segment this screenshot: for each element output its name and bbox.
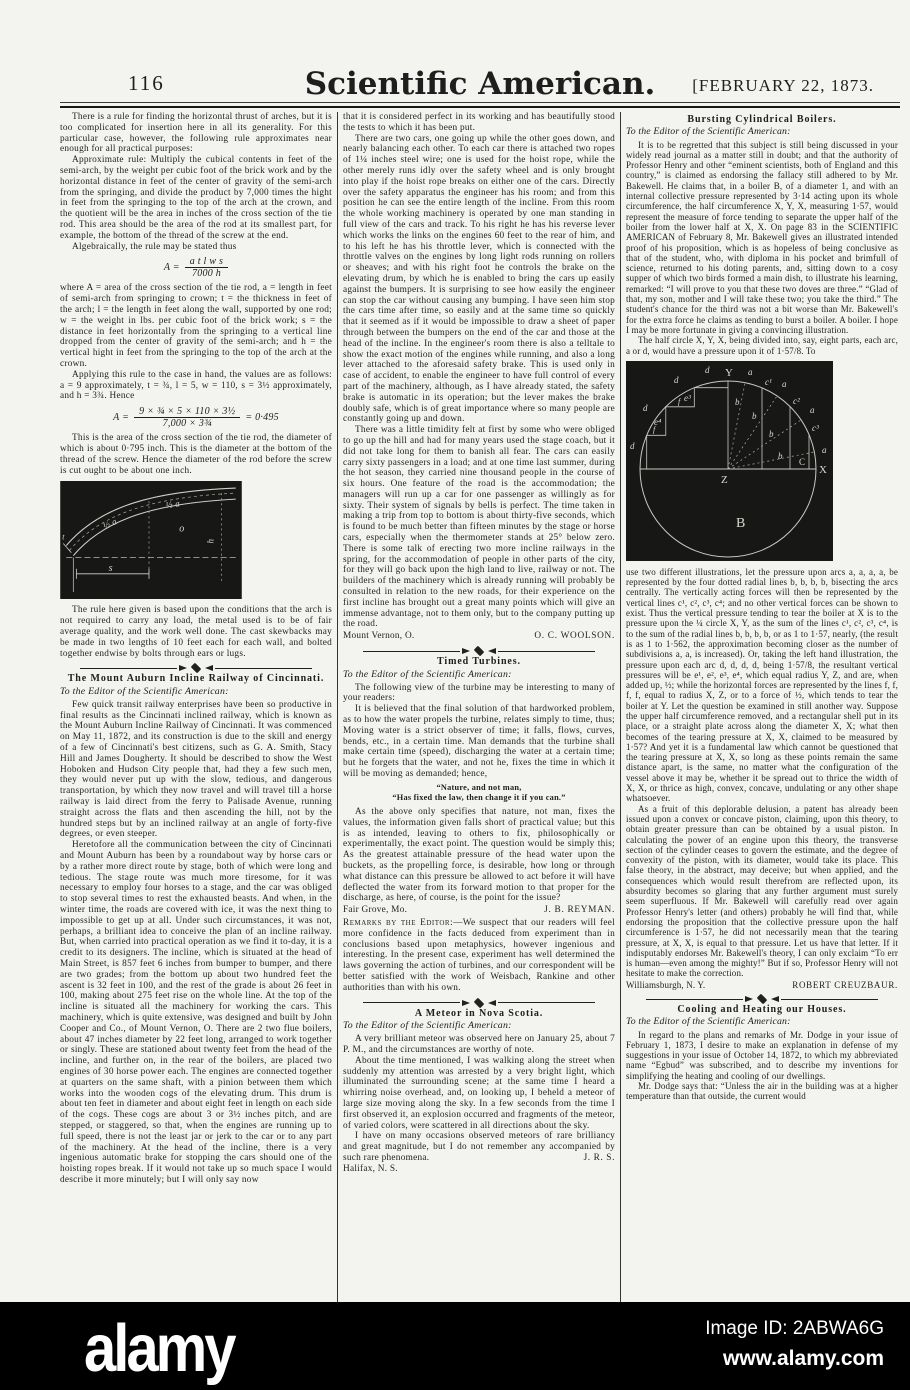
- paragraph: Halifax, N. S.: [343, 1163, 398, 1174]
- paragraph: In regard to the plans and remarks of Mr. Dodge in your issue of February 1, 1873, I desire to make an explanation in defense of my suggestions in your issue of October 14, 1872, to which my abbreviated name “Egbud” was subscribed, and to describe my inventions for simplifying the heating and cooling of our dwellings.: [626, 1029, 898, 1081]
- divider-ornament: [215, 668, 312, 669]
- circle-label-Z: Z: [721, 473, 728, 486]
- circle-label-C: C: [799, 456, 806, 467]
- column-rule: [620, 112, 621, 1302]
- paragraph: use two different illustrations, let the pressure upon arcs a, a, a, a, be represented by the four dotted radial lines b, b, b, b, bisecting the arcs centrally. The vertically acting forces will then be represented by the vertical lines c¹, c², c³, c⁴; and no other vertical forces can be shown to exist. Thus the vertical pressure tending to tear the boiler at X is to the pressure upon the ¼ circle X, Y, as the sum of the lines c¹, c², c³, c⁴, is to the sum of the radial lines b, b, b, b, or as 1 to 1·57, nearly, (the result is as 1 to 1·562, the approximation becoming closer as the number of subdivisions a, a, is increased). Or, taking the left hand illustration, the pressure upon each arc d, d, d, d, being 1·57/8, the resultant vertical pressures will be e¹, e², e³, e⁴, which equal radius Y, Z, and are, when added up, ½; while the horizontal forces are represented by the lines f, f, f, f, equal to radius X, Z, or to a force of ½, which tends to tear the boiler at Y. Let the question be examined in still another way. Suppose the upper half circumference removed, and a rectangular shell put in its place, or a straight plate across along the diameter X, X; what then becomes of the tearing pressure at X, X, claimed to be measured by 1·57? And yet it is a fundamental law which cannot be questioned that the tearing pressure at X, X, so long as these points remain the same distance apart, is the same, no matter what the configuration of the vessel above it may be, whether it be spread out to thrice the width of X, X, or thrice as high, convex, concave, undulating or any other shape whatsoever.: [626, 566, 898, 804]
- paragraph: There is a rule for finding the horizontal thrust of arches, but it is too complicated for insertion here in all its generality. For this particular case, however, the following rule approximates near enough for all practical purposes:: [60, 112, 332, 155]
- divider-ornament: [363, 1002, 460, 1003]
- circle-label-d2: d: [643, 402, 648, 413]
- article-heading: Timed Turbines.: [437, 656, 521, 668]
- divider-ornament: [191, 663, 202, 674]
- paragraph: Remarks by the Editor:—We suspect that our readers will feel more confidence in the facts deduced from experiment than in conclusions based upon metaphysics, however ingenious and interesting. In the present case, experiment has well determined the laws governing the action of turbines, and our correspondent will be better satisfied with the work of Weisbach, Rankine and other authorities than with his own.: [343, 917, 615, 993]
- article-heading: Cooling and Heating our Houses.: [677, 1004, 847, 1015]
- editor-address-line: To the Editor of the Scientific American:: [343, 1020, 512, 1032]
- article-columns: [60, 112, 900, 1302]
- divider-ornament: [80, 668, 177, 669]
- paragraph: where A = area of the cross section of the tie rod, a = length in feet of semi-arch from springing to crown; t = the thickness in feet of the arch; l = the length in feet along the wall, supported by one rod; w = the weight in lbs. per cubic foot of the brick work; s = the distance in feet horizontally from the springing to a vertical line dropped from the center of gravity of the semi-arch; and h = the vertical hight in feet from the springing to the top of the arch at the crown.: [60, 283, 332, 369]
- circle-label-c3: c³: [812, 422, 819, 433]
- column-rule: [337, 112, 338, 1302]
- paragraph: The half circle X, Y, X, being divided into, say, eight parts, each arc, a or d, would have a pressure upon it of 1·57/8. To: [626, 335, 898, 356]
- formula-lhs: A =: [113, 412, 130, 424]
- paragraph: There was a little timidity felt at first by some who were obliged to go up the hill and had for many years used the stage coach, but it did not take long for them to banish all fear. The cars can easily carry sixty passengers in a load; and at one time last summer, during the hot season, they carried nine thousand people in the course of six hours. One feature of the road is the accommodation; the managers will run up a car for one passenger as willingly as for sixty. Their system of signals by bells is perfect. The time taken in making a trip from top to bottom is about thirty-five seconds, which is found to be much better than fifteen minutes by the stage or horse cars, especially when the thermometer stands at 25° below zero. There is some talk of erecting two more incline railways in the spring, for the accommodation of people in other parts of the city, for they will go back upon the high land to live, railway or not. The builders of the machinery which is already running will probably be consulted in relation to the new roads, for their experience on the first incline has brought out a great many points which will give an immense advantage, not to them only, but to the company putting up the road.: [343, 425, 615, 630]
- paragraph: Mr. Dodge says that: “Unless the air in the building was at a higher temperature than that outside, the current would: [626, 1081, 898, 1102]
- formula-denominator: 7000 h: [191, 268, 221, 280]
- paragraph: As the above only specifies that nature, not man, fixes the values, the information given falls short of practical value; but this is as intended, leaving to others to fix, philosophically or experimentally, the exact point. The question would be simply this; As the greatest attainable pressure of the head water upon the buckets, as the propelling force, is desirable, how long or through what distance can this pressure be allowed to act before it will have deflected the water from its forward motion to that proper for the discharge, as here, of course, is the point for the issue?: [343, 807, 615, 904]
- paragraph: Approximate rule: Multiply the cubical contents in feet of the semi-arch, by the weight per cubic foot of the brick work and by the horizontal distance in feet of the center of gravity of the semi-arch from the springing, and divide the product by 7,000 times the hight in feet from the springing to the top of the arch at the crown, and the quotient will be the area in inches of the cross section of the tie rod. This area should be the area of the rod at its smallest part, for example, the bottom of the thread of the screw at the end.: [60, 155, 332, 241]
- paragraph: About the time mentioned, I was walking along the street when suddenly my attention was arrested by a very bright light, which illuminated the surrounding scene; at the same time I heard a whirring noise overhead, and, on looking up, I beheld a meteor of large size moving along the sky. In a few seconds from the time I first observed it, an explosion occurred and fragments of the meteor, of varied colors, were scattered in all directions about the sky.: [343, 1055, 615, 1131]
- watermark-bar: [0, 1302, 910, 1390]
- divider-ornament: [474, 997, 485, 1008]
- arch-label-o: o: [179, 523, 185, 535]
- formula-result: = 0·495: [245, 412, 279, 424]
- alamy-url-text: www.alamy.com: [722, 1347, 884, 1370]
- issue-date: [FEBRUARY 22, 1873.: [692, 76, 874, 95]
- page-header: [60, 54, 900, 100]
- circle-label-b3: b: [752, 410, 757, 421]
- circle-label-a3: a: [782, 378, 787, 389]
- column-left: [60, 112, 332, 1302]
- formula: [60, 256, 332, 279]
- arch-label-half-a-left: ½ a: [101, 516, 119, 532]
- formula-denominator: 7,000 × 3¾: [162, 418, 212, 430]
- paragraph: A very brilliant meteor was observed here on January 25, about 7 P. M., and the circumstances are worthy of note.: [343, 1034, 615, 1055]
- signature-line: [343, 905, 615, 916]
- circle-label-a2: a: [810, 404, 815, 415]
- verse-line: “Nature, and not man,: [436, 782, 522, 792]
- divider-ornament: [488, 1000, 496, 1006]
- circle-label-f1: f: [653, 424, 656, 434]
- page-number: 116: [128, 71, 165, 95]
- divider-ornament: [745, 996, 753, 1002]
- paragraph: It is believed that the final solution of that hardworked problem, as to how the water propels the turbine, relates simply to time, thus; Moving water is a strict observer of time; it falls, flows, curves, bends, etc., in a certain time. Man demands that the turbine shall make certain time (speed), discharging the water at a certain time; but he forgets that the water, and not he, fixes the time in which it will be moving as demanded; hence,: [343, 704, 615, 780]
- circle-label-B: B: [736, 515, 746, 531]
- paragraph: Applying this rule to the case in hand, the values are as follows: a = 9 approximately, t = ¾, l = 5, w = 110, s = 3½ approximately, and h = 3¾. Hence: [60, 369, 332, 402]
- paragraph: Few quick transit railway enterprises have been so productive in final results as the Cincinnati inclined railway, which is known as the Mount Auburn Incline Railway of Cincinnati. It was commenced on May 11, 1872, and its construction is due to the skill and energy of a few of Cincinnati's best citizens, such as G. A. Smith, Stacy Hill and James Dougherty. It should be described to show the West Hoboken and Hudson City people that, had they a few such men, they would never put up with the slow, tedious, and dangerous transportation, by which they now travel and will travel till a horse railway is laid direct from the ferry to Palisade Avenue, running straight across the flats and then ascending the hill, not by the hundred steps but by an inclined railway at an angle of forty-five degrees, or even steeper.: [60, 699, 332, 840]
- inline-signature: J. R. S.: [583, 1152, 615, 1163]
- paragraph: It is to be regretted that this subject is still being discussed in your widely read journal as a matter still in doubt; and that the authority of Professor Henry and other “eminent scientists, both of England and this country,” is claimed as endorsing the fallacy still adhered to by Mr. Bakewell. He claims that, in a boiler B, of a diameter 1, and with an internal collective pressure represented by 3·14 acting upon its whole circumference, the half circumference X, Y, X, measuring 1·57, would represent the measure of force tending to separate the upper half of the boiler from the lower half at X, X. On page 83 in the SCIENTIFIC AMERICAN of February 8, Mr. Bakewell gives an illustrated intended proof of his proposition, which is as hopeless of being conclusive as that of the student, who, with diploma in his pocket and brimfull of science, returned to his doting parents, and, sitting down to a cosy supper of which two birds formed a main dish, to illustrate his learning, remarked: “I will prove to you that these two doves are three.” “Glad of that, my son, mother and I will take these two; you take the third.” The student's chance for the third was not a bit worse than Mr. Bakewell's for the extra force he claims as tending to burst a boiler. A boiler. I hope I may be more fortunate in giving a convincing illustration.: [626, 139, 898, 335]
- arch-label-h: h: [205, 539, 216, 544]
- circle-label-b4: b: [735, 396, 740, 407]
- arch-label-t: t: [62, 532, 65, 542]
- circle-label-a4: a: [748, 366, 753, 377]
- signature-line: [626, 980, 898, 990]
- signature-place: Mount Vernon, O.: [343, 631, 415, 642]
- article-heading: Bursting Cylindrical Boilers.: [687, 114, 837, 125]
- divider-ornament: [462, 648, 470, 654]
- editor-address-line: To the Editor of the Scientific American:: [343, 668, 512, 680]
- circle-label-b2: b: [769, 428, 774, 439]
- editor-remark-lead: Remarks by the Editor:: [343, 917, 454, 928]
- section-divider: [646, 996, 878, 1002]
- header-rule: [60, 102, 900, 108]
- formula-numerator: a t l w s: [185, 256, 228, 268]
- circle-label-d4: d: [705, 364, 710, 375]
- divider-ornament: [462, 1000, 470, 1006]
- circle-label-c2: c²: [793, 395, 800, 406]
- arch-label-s: s: [108, 563, 113, 575]
- paragraph: The following view of the turbine may be interesting to many of your readers:: [343, 682, 615, 704]
- signature-name: ROBERT CREUZBAUR.: [792, 979, 898, 990]
- signature-place: Fair Grove, Mo.: [343, 905, 408, 916]
- signature-name: J. B. REYMAN.: [544, 905, 615, 916]
- circle-label-d1: d: [630, 440, 635, 451]
- divider-ornament: [474, 646, 485, 657]
- article-heading: The Mount Auburn Incline Railway of Cincinnati.: [67, 673, 325, 685]
- signature-place: Williamsburgh, N. Y.: [626, 979, 706, 990]
- circle-label-c1: c¹: [765, 376, 772, 387]
- paragraph: I have on many occasions observed meteors of rare brilliancy and great magnitude, but I do not remember any accompanied by such rare phenomena. J. R. S.: [343, 1131, 615, 1163]
- formula: [60, 406, 332, 429]
- circle-label-X: X: [819, 463, 828, 476]
- image-id-text: Image ID: 2ABWA6G: [705, 1318, 884, 1339]
- article-heading: A Meteor in Nova Scotia.: [414, 1007, 544, 1019]
- divider-ornament: [781, 999, 878, 1000]
- section-divider: [80, 665, 312, 671]
- divider-ornament: [757, 994, 768, 1005]
- circle-label-d3: d: [674, 374, 679, 385]
- formula-lhs: A =: [163, 262, 180, 274]
- circle-label-b1: b: [778, 450, 783, 461]
- circle-label-a1: a: [822, 444, 827, 455]
- paragraph: The rule here given is based upon the conditions that the arch is not required to carry any load, the metal used is to be of fair average quality, and the work well done. The cast skewbacks may be made in two lengths of 10 feet each for each wall, and bolted together endwise by bolts through ears or lugs.: [60, 605, 332, 659]
- paragraph: As a fruit of this deplorable delusion, a patent has already been issued upon a convex or concave piston, claiming, upon this theory, to obtain greater pressure than can be obtained by a usual piston. In calculating the power of an engine upon this theory, the transverse section of the cylinder ceases to govern the estimate, and the degree of convexity of the piston, with its diameter, would take its place. This false theory, in the abstract, may deceive; but when applied, and the consequences which would result therefrom are reflected upon, its absurdity becomes so glaring that any further argument must surely seem superfluous. If Mr. Bakewell will carefully read over again Professor Henry's letter (and others) probably he will find that, while endorsing the proposition that the collective pressure upon the half circumference is 1·57, he did not necessarily mean that the tearing pressure, at X, X, is equal to that pressure. Let us have that letter. If it indisputably endorses Mr. Bakewell's theory, I can only exclaim “To err is human—even among the mighty!” But if so, Professor Henry will not hesitate to make the correction.: [626, 803, 898, 979]
- circle-label-f2: f: [678, 396, 681, 406]
- divider-ornament: [498, 651, 595, 652]
- divider-ornament: [363, 651, 460, 652]
- formula-fraction: [185, 256, 228, 279]
- paragraph: Heretofore all the communication between the city of Cincinnati and Mount Auburn has been by a roundabout way by horse cars or by a rather more direct route by stage, both of which were long and tedious. The stage route was much more tiresome, for it was necessary to employ four horses to a stage, and the car was obliged to stop several times to rest the exhausted beasts. And when, in the winter time, the roads are covered with ice, it was the next thing to impossible to get up at all. Under such circumstances, it was not, perhaps, a brilliant idea to conceive the plan of an incline railway. But, when carried into practical operation as we find it to-day, it is a credit to its designers. The incline, which is situated at the head of Main Street, is 857 feet 6 inches from bumper to bumper, and there are two grades; from the bottom up about two hundred feet the ascent is 32 feet in 100, and the rest of the grade is about 26 feet in 100, making about 275 feet rise on the whole line. At the top of the incline is situated all the machinery for working the cars. This machinery, which is quite extensive, was designed and built by John Cooper and Co., of Mount Vernon, O. There are 2 two flue boilers, about 47 inches diameter by 22 feet long, arranged to work together or singly. These are stationed about twenty feet from the head of the incline, and further on, in the rear of the boilers, are placed two engines of 30 horse power each. The engines are connected together at quarters on the same shaft, with a pinion between them which works into the wooden cogs of the elevating drum. This drum is about ten feet in diameter and about eight feet in length on each side of the cogs. These cogs are about 3 or 3½ inches pitch, and are stepped, or staggered, so that, when the engines are running up to full speed, there is not the least jar or jerk to the car or to any part of the machinery. At the head of the incline, there is a very ingenious automatic brake for stopping the cars should one of the hoisting ropes break. If it would not take up so much space I would describe it more minutely; but I will only say now: [60, 840, 332, 1185]
- paragraph: that it is considered perfect in its working and has beautifully stood the tests to which it has been put.: [343, 112, 615, 133]
- divider-ornament: [498, 1002, 595, 1003]
- divider-ornament: [646, 999, 743, 1000]
- signature-name: O. C. WOOLSON.: [534, 631, 615, 642]
- formula-fraction: [134, 406, 240, 429]
- paragraph: Algebraically, the rule may be stated thus: [72, 241, 237, 252]
- editor-address-line: To the Editor of the Scientific American:: [626, 126, 791, 138]
- verse-line: “Has fixed the law, then change it if you can.”: [392, 793, 566, 803]
- circle-label-e4: e⁴: [654, 416, 662, 427]
- divider-ornament: [179, 665, 187, 671]
- signature-line: [343, 631, 615, 642]
- arch-tie-rod-figure: [60, 481, 332, 599]
- column-middle: [343, 112, 615, 1302]
- paragraph: There are two cars, one going up while the other goes down, and nearly balancing each other. To each car there is attached two ropes of 1¼ inches steel wire; one is used for the hoist rope, while the other merely runs idly over the safety wheel and is only brought into play if the hoist rope breaks on either one of the cars. Directly over the safety apparatus the engineer has his room; and from this position he can see the entire length of the incline. From this room the whole working machinery is operated by one man standing in full view of the cars and track. To his right he has his reverse lever which works the links on the engines 60 feet to the rear of him, and to his left he has his throttle lever, which is connected with the throttle valves on the engines by long light rods running on rollers or sheaves; and with his right foot he controls the brake on the elevating drum, by which he is enabled to bring the cars up easily against the bumpers. It is surprising to see how easily the engineer can stop the car without causing any bumping. I have seen him stop the cars time after time, so easily and at the same time so quickly that it seemed as if it would be impossible to draw a sheet of paper through between the bumpers on the end of the car and those at the head of the incline. In the engineer's room there is also a telltale to show the exact motion of the engines while running, and also a long lever attached to the aforesaid safety brake. This is used only in case of accident, to enable the engineer to have full control of every part of the machinery, although, as I have already stated, the safety brake is automatic in its operation; but the lever makes the brake doubly safe, which is of great importance where so many people are constantly going up and down.: [343, 133, 615, 425]
- divider-ornament: [205, 665, 213, 671]
- section-divider: [363, 648, 595, 654]
- editor-address-line: To the Editor of the Scientific American:: [60, 686, 229, 698]
- section-divider: [363, 1000, 595, 1006]
- divider-ornament: [771, 996, 779, 1002]
- masthead-title: Scientific American.: [304, 66, 656, 102]
- circle-label-e3: e³: [684, 392, 691, 403]
- column-right: [626, 112, 898, 1302]
- verse-quote: [343, 783, 615, 804]
- circle-label-Y: Y: [725, 366, 734, 379]
- paragraph: This is the area of the cross section of the tie rod, the diameter of which is about 0·795 inch. This is the diameter at the bottom of the thread of the screw. Hence the diameter of the rod before the screw is cut ought to be about one inch.: [60, 433, 332, 476]
- boiler-pressure-figure: [626, 361, 898, 561]
- editor-address-line: To the Editor of the Scientific American:: [626, 1016, 791, 1028]
- alamy-logo: alamy: [84, 1311, 234, 1386]
- divider-ornament: [488, 648, 496, 654]
- formula-numerator: 9 × ¾ × 5 × 110 × 3½: [134, 406, 240, 418]
- arch-label-half-a-right: ½ a: [164, 498, 181, 511]
